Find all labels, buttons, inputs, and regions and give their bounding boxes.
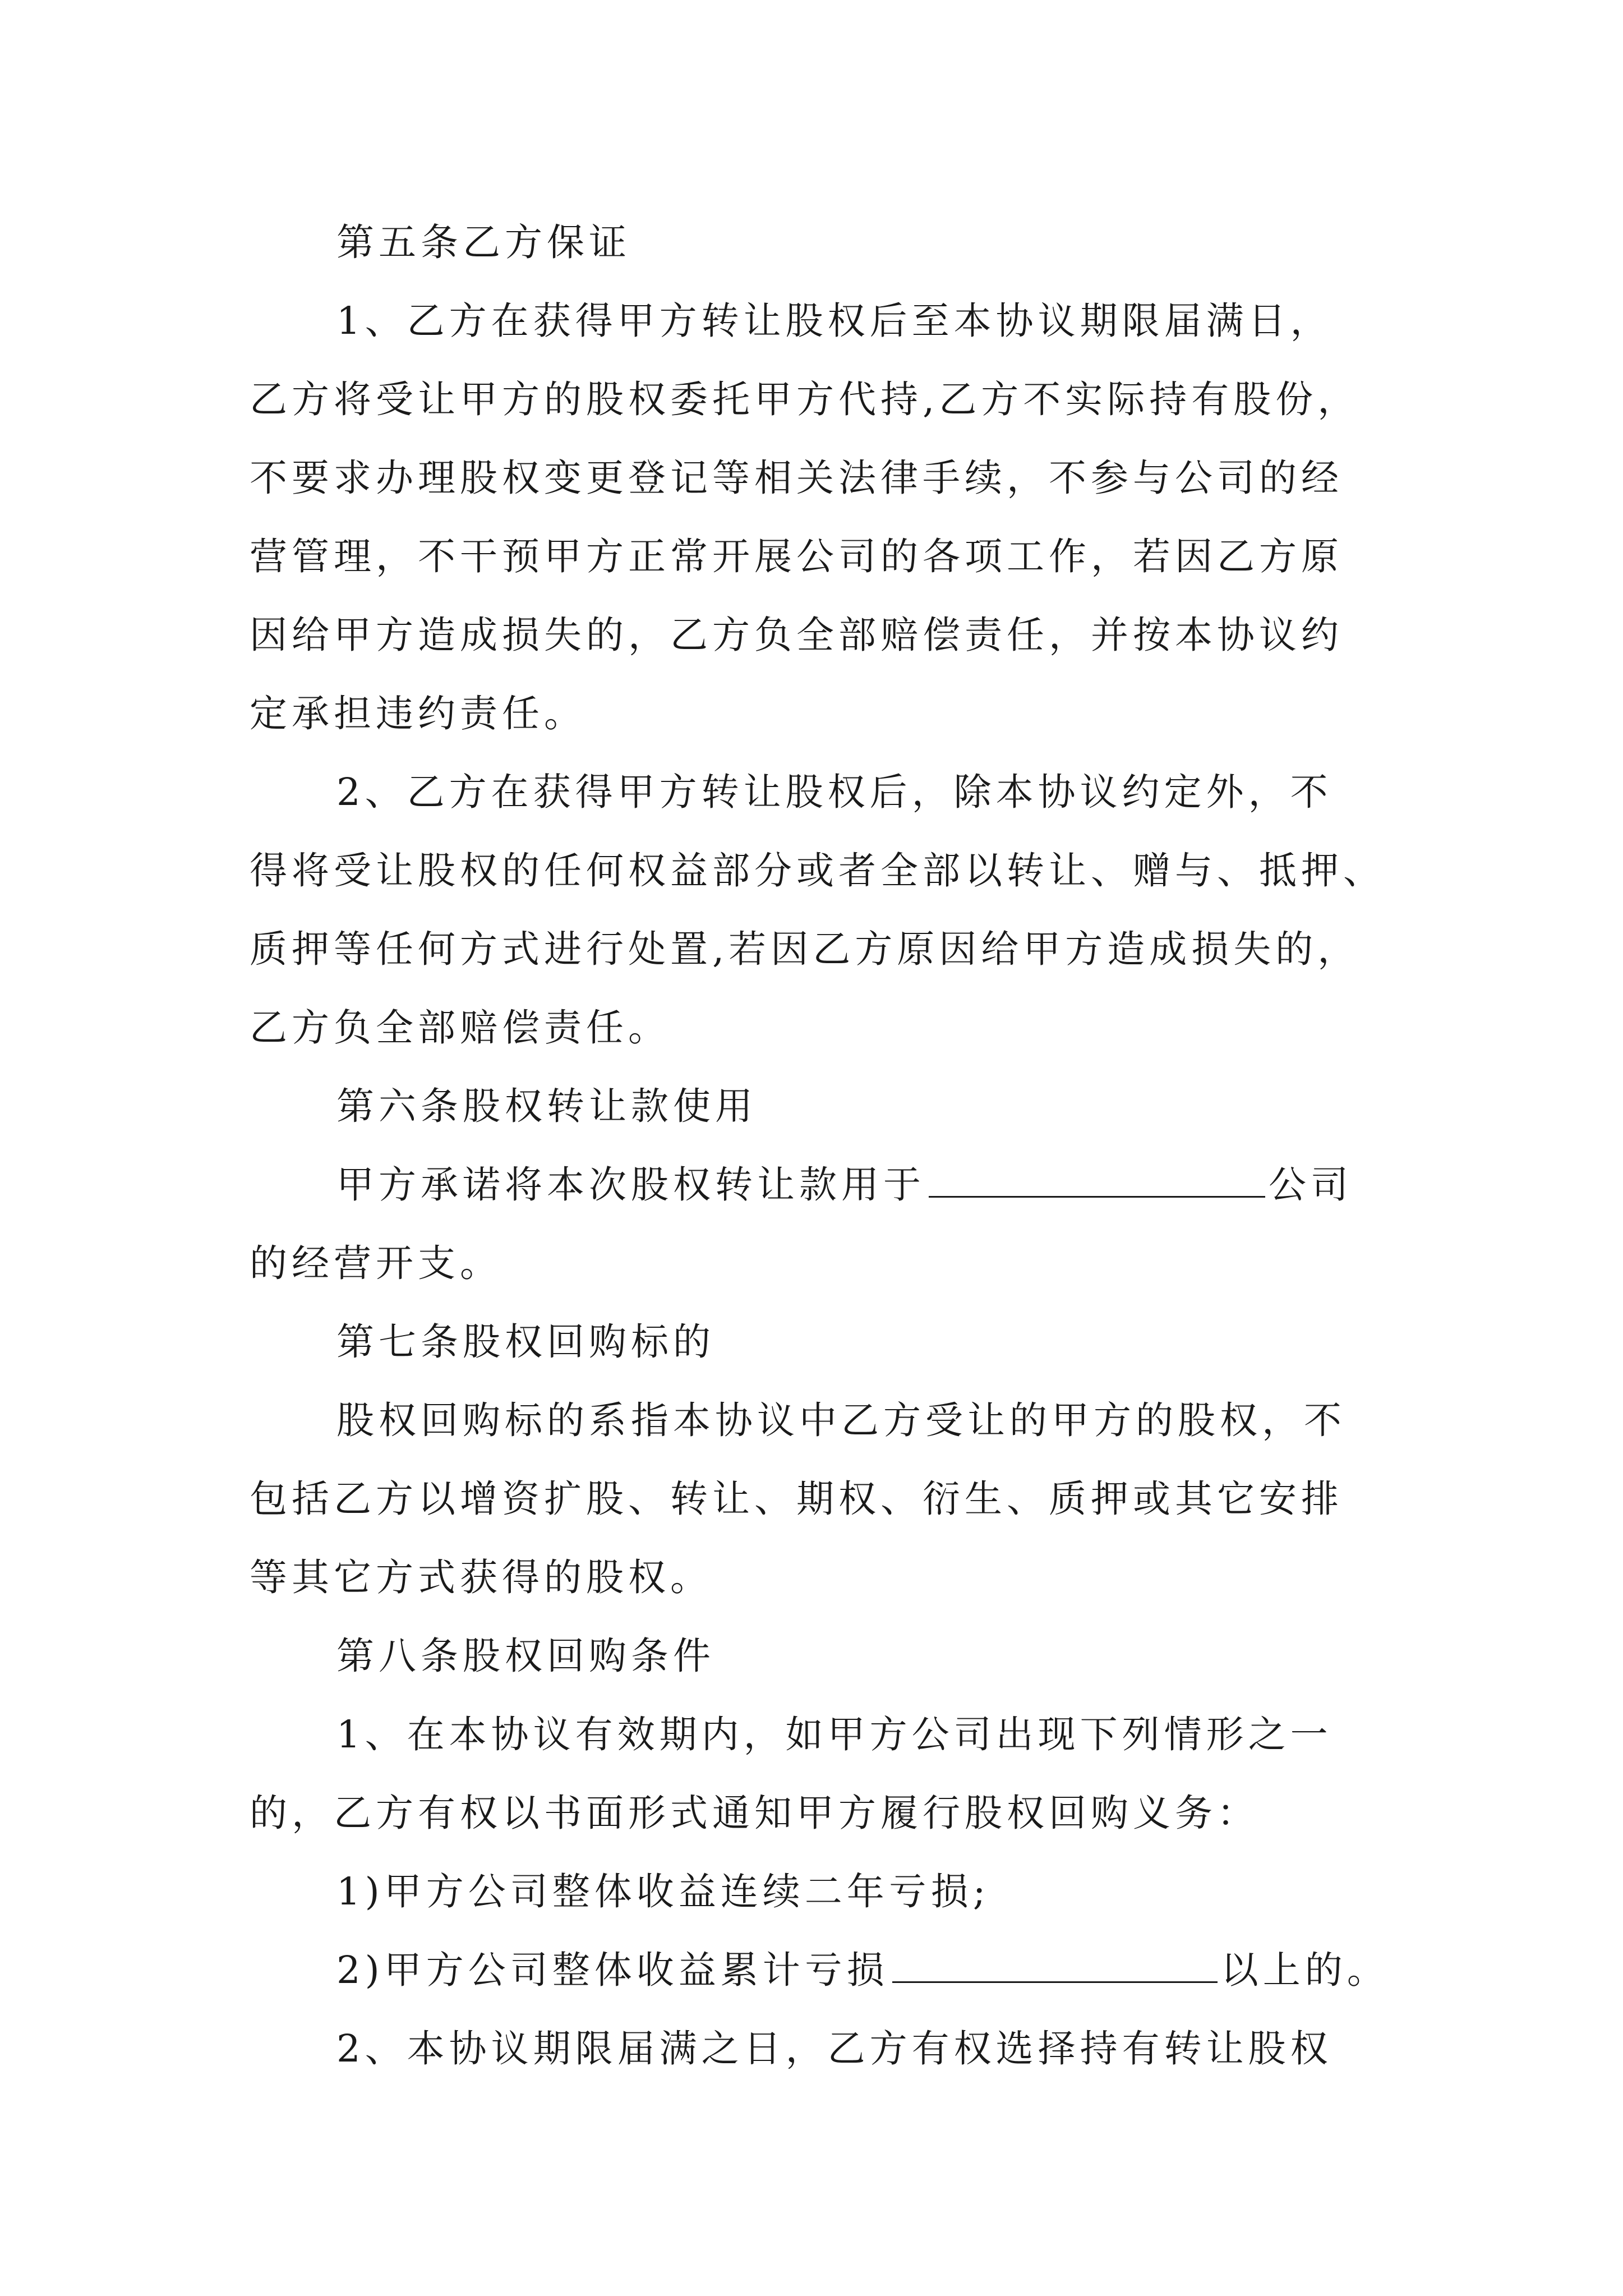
article-5-title: 第五条乙方保证 xyxy=(336,220,631,264)
article-8-paragraph-1-line-1: 1、在本协议有效期内，如甲方公司出现下列情形之一 xyxy=(336,1713,1332,1756)
article-7-title: 第七条股权回购标的 xyxy=(336,1320,715,1364)
article-6-paragraph-line-2: 的经营开支。 xyxy=(250,1241,502,1285)
fill-in-blank-loss-amount[interactable] xyxy=(892,1942,1218,1983)
article-5-paragraph-2-line-1: 2、乙方在获得甲方转让股权后，除本协议约定外，不 xyxy=(336,770,1332,814)
article-8-paragraph-1-line-2: 的，乙方有权以书面形式通知甲方履行股权回购义务： xyxy=(250,1791,1259,1835)
article-5-paragraph-1-line-4: 营管理，不干预甲方正常开展公司的各项工作，若因乙方原 xyxy=(250,535,1343,578)
article-6-text-after-blank: 公司 xyxy=(1269,1163,1353,1207)
article-7-paragraph-line-2: 包括乙方以增资扩股、转让、期权、衍生、质押或其它安排 xyxy=(250,1477,1343,1521)
article-8-item-2 xyxy=(336,1936,1389,2004)
article-6-text-before-blank: 甲方承诺将本次股权转让款用于 xyxy=(336,1163,925,1207)
fill-in-blank-company[interactable] xyxy=(929,1157,1265,1198)
article-8-title: 第八条股权回购条件 xyxy=(336,1634,715,1678)
article-5-paragraph-2-line-2: 得将受让股权的任何权益部分或者全部以转让、赠与、抵押、 xyxy=(250,849,1385,892)
article-8-paragraph-2-line-1: 2、本协议期限届满之日，乙方有权选择持有转让股权 xyxy=(336,2027,1332,2070)
article-5-paragraph-1-line-3: 不要求办理股权变更登记等相关法律手续，不参与公司的经 xyxy=(250,456,1343,500)
article-5-paragraph-1-line-1: 1、乙方在获得甲方转让股权后至本协议期限届满日， xyxy=(336,299,1332,343)
article-8-item-2-text-before-blank: 2)甲方公司整体收益累计亏损 xyxy=(336,1948,889,1992)
article-8-item-1: 1)甲方公司整体收益连续二年亏损; xyxy=(336,1870,990,1913)
article-5-paragraph-1-line-6: 定承担违约责任。 xyxy=(250,692,586,735)
article-5-paragraph-1-line-5: 因给甲方造成损失的，乙方负全部赔偿责任，并按本协议约 xyxy=(250,613,1343,657)
article-5-paragraph-2-line-4: 乙方负全部赔偿责任。 xyxy=(250,1006,670,1050)
article-8-item-2-text-after-blank: 以上的。 xyxy=(1220,1948,1389,1992)
article-7-paragraph-line-1: 股权回购标的系指本协议中乙方受让的甲方的股权，不 xyxy=(336,1398,1346,1442)
article-5-paragraph-2-line-3: 质押等任何方式进行处置,若因乙方原因给甲方造成损失的， xyxy=(250,927,1360,971)
article-6-title: 第六条股权转让款使用 xyxy=(336,1084,757,1128)
article-5-paragraph-1-line-2: 乙方将受让甲方的股权委托甲方代持,乙方不实际持有股份， xyxy=(250,378,1360,421)
article-7-paragraph-line-3: 等其它方式获得的股权。 xyxy=(250,1556,712,1599)
article-6-paragraph-line-1 xyxy=(336,1151,1353,1218)
